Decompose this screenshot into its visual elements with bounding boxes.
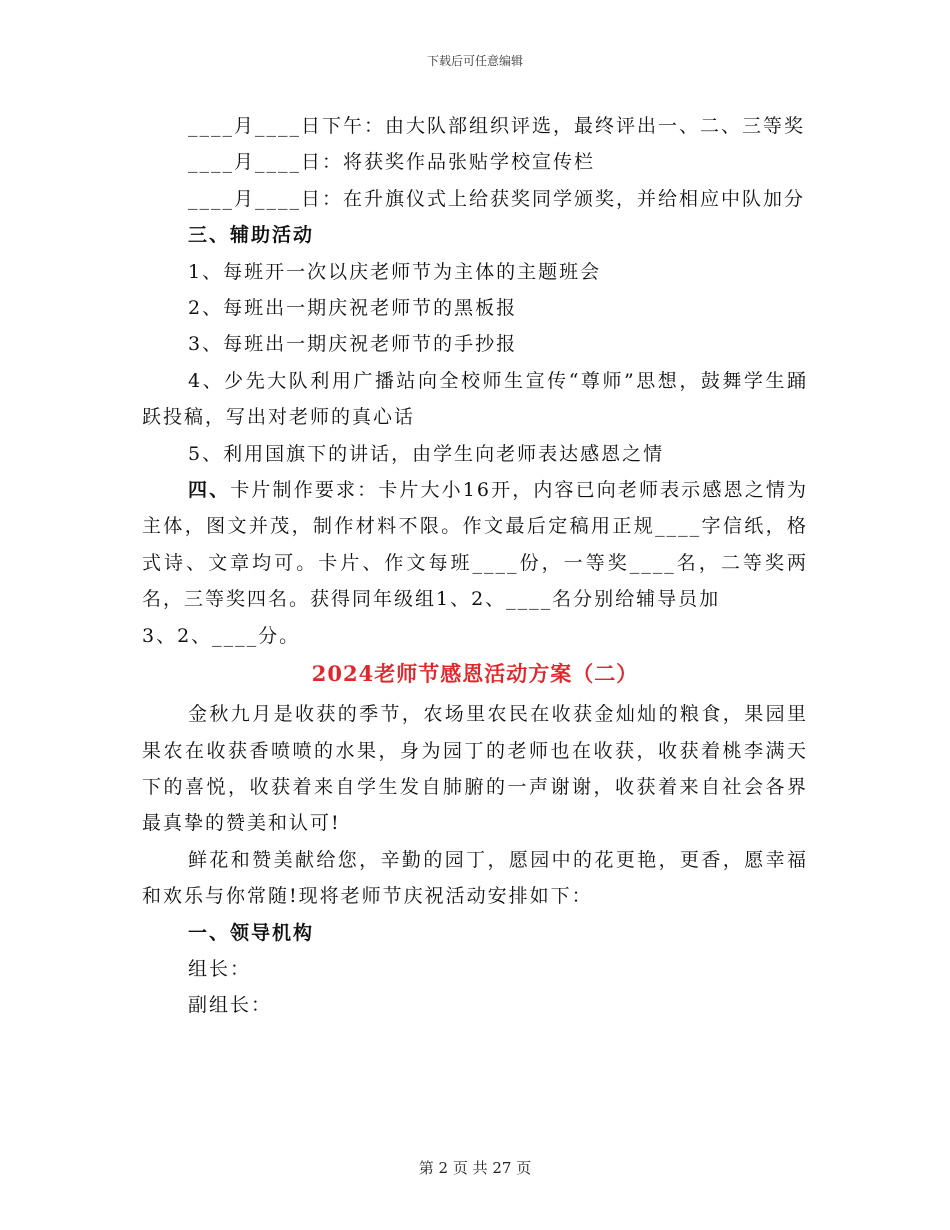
card-requirements-tail: 3、2、____分。 <box>142 624 301 647</box>
section-label-four: 四、 <box>188 479 231 502</box>
paragraph-award-display: ____月____日：将获奖作品张贴学校宣传栏 <box>188 151 596 174</box>
document-title: 2024老师节感恩活动方案（二） <box>311 661 639 687</box>
page-header: 下载后可任意编辑 <box>426 54 523 68</box>
document-body <box>142 108 808 1024</box>
vice-leader-line: 副组长： <box>188 994 273 1017</box>
paragraph-card-requirements <box>142 472 808 618</box>
list-item: 4、少先大队利用广播站向全校师生宣传“尊师”思想，鼓舞学生踊跃投稿，写出对老师的真心话 <box>142 369 808 429</box>
paragraph-award-ceremony: ____月____日：在升旗仪式上给获奖同学颁奖，并给相应中队加分 <box>188 187 806 210</box>
leader-line: 组长： <box>188 957 252 980</box>
section-heading-auxiliary: 三、辅助活动 <box>188 224 315 247</box>
list-item: 2、每班出一期庆祝老师节的黑板报 <box>188 297 518 320</box>
card-requirements-text: 卡片制作要求：卡片大小16开，内容已向老师表示感恩之情为主体，图文并茂，制作材料不限。作文最后定稿用正规____字信纸，格式诗、文章均可。卡片、作文每班____份，一等奖____名，二等奖两名，三等奖四名。获得同年级组1、2、____名分别给辅导员加 <box>142 479 808 611</box>
paragraph-arrangement: 鲜花和赞美献给您，辛勤的园丁，愿园中的花更艳，更香，愿幸福和欢乐与你常随!现将老师节庆祝活动安排如下： <box>142 848 808 908</box>
list-item: 3、每班出一期庆祝老师节的手抄报 <box>188 333 518 356</box>
paragraph-intro: 金秋九月是收获的季节，农场里农民在收获金灿灿的粮食，果园里果农在收获香喷喷的水果，身为园丁的老师也在收获，收获着桃李满天下的喜悦，收获着来自学生发自肺腑的一声谢谢，收获着来自社会各界最真挚的赞美和认可! <box>142 703 808 835</box>
page-footer: 第 2 页 共 27 页 <box>418 1159 532 1177</box>
list-item: 1、每班开一次以庆老师节为主体的主题班会 <box>188 260 602 283</box>
section-heading-leadership: 一、领导机构 <box>188 921 315 944</box>
paragraph-award-selection: ____月____日下午：由大队部组织评选，最终评出一、二、三等奖 <box>188 115 806 137</box>
list-item: 5、利用国旗下的讲话，由学生向老师表达感恩之情 <box>188 442 665 465</box>
